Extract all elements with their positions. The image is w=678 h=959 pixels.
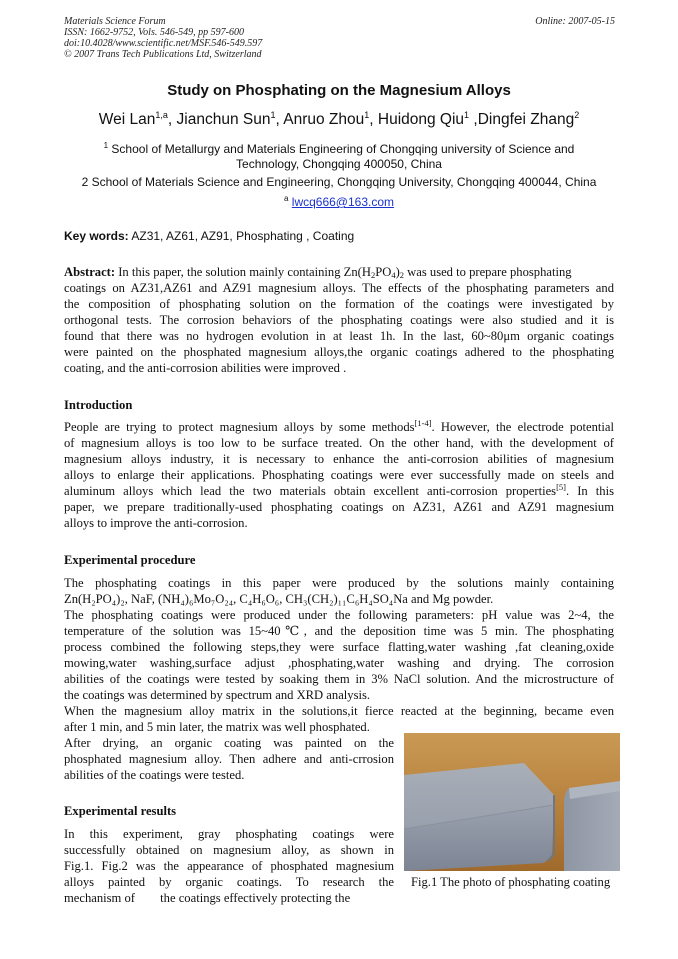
- exp-line: Zn(H₂PO₄)₂, NaF, (NH₄)₆Mo₇O₂₄, C₄H₆O₆, CH₃(CH₂)₁₁C₆H₄SO₄Na and Mg powder.: [64, 592, 494, 606]
- figure-1-caption: Fig.1 The photo of phosphating coating: [411, 875, 611, 889]
- section-heading-introduction: Introduction: [64, 398, 133, 412]
- paper-title: Study on Phosphating on the Magnesium Alloys: [167, 82, 511, 99]
- citation: [1-4]: [414, 418, 432, 428]
- abstract-line: coatings on AZ31,AZ61 and AZ91 magnesium alloys. The effects of the phosphating parameters and: [64, 281, 614, 295]
- exp-line: The phosphating coatings were produced under the following parameters: pH value was 2~4, the: [64, 608, 614, 622]
- affiliation-1: [64, 138, 614, 172]
- author-sup: 1: [464, 110, 470, 120]
- exp-line: process combined the following steps,they were surface flatting,water washing ,fat cleaning,oxide: [64, 640, 614, 654]
- exp-line: When the magnesium alloy matrix in the solutions,it fierce reacted at the beginning, became even: [64, 704, 614, 718]
- intro-line: alloys to enlarge their applications. Phosphating coatings were ever successfully made on steels and: [64, 468, 614, 482]
- email-sup: a: [283, 194, 289, 203]
- abstract-line: found that there was no hydrogen evolution in at least 1h. In the last, 60~80μm organic coatings: [64, 329, 614, 343]
- results-line: successfully obtained on magnesium alloy, as shown in: [64, 843, 394, 857]
- exp-line: after 1 min, and 5 min later, the matrix was well phosphated.: [64, 720, 370, 734]
- experimental-body: [64, 575, 614, 735]
- journal-name: Materials Science Forum: [64, 16, 166, 27]
- exp-line: After drying, an organic coating was painted on the: [64, 736, 394, 750]
- intro-line: People are trying to protect magnesium alloys by some methods[1-4]. However, the electrode potential: [64, 418, 615, 434]
- copyright-line: © 2007 Trans Tech Publications Ltd, Switzerland: [64, 49, 262, 60]
- experimental-body-narrow: [64, 735, 394, 783]
- author-sup: 1: [270, 110, 276, 120]
- abstract-line: were painted on the phosphated magnesium alloys,the organic coatings adhered to the phosphating: [64, 345, 614, 359]
- running-header: [64, 16, 262, 60]
- abstract-line: the composition of phosphating solution on the formation of the coatings were investigated by: [64, 297, 614, 311]
- phosphated-sample-photo: [404, 733, 620, 871]
- abstract-label: Abstract:: [64, 265, 116, 279]
- online-date: Online: 2007-05-15: [535, 16, 615, 27]
- intro-line: aluminum alloys which lead the two materials obtain excellent anti-corrosion properties[5]. In this: [64, 482, 614, 498]
- email-link[interactable]: lwcq666@163.com: [291, 195, 395, 209]
- section-heading-results: Experimental results: [64, 804, 177, 818]
- exp-line: phosphated magnesium alloy. Then adhere and anti-crrosion: [64, 752, 394, 766]
- citation: [5]: [556, 482, 566, 492]
- keywords: [64, 229, 354, 243]
- author-name: Dingfei Zhang: [477, 111, 575, 129]
- affiliation-1-line1: School of Metallurgy and Materials Engineering of Chongqing university of Science and: [111, 142, 575, 156]
- author-name: Huidong Qiu: [377, 111, 465, 129]
- author-sup: 1: [364, 110, 370, 120]
- author-sup: 1,a: [155, 110, 168, 120]
- abstract: [64, 264, 614, 376]
- exp-line: abilities of the coatings were tested by soaking them in 3% NaCl solution. And the microstructure of: [64, 672, 614, 686]
- intro-line: paper, we prepare traditionally-used phosphating coatings on AZ31, AZ61 and AZ91 magnesium: [64, 500, 614, 514]
- exp-line: the coatings was determined by spectrum and XRD analysis.: [64, 688, 371, 702]
- section-heading-experimental: Experimental procedure: [64, 553, 196, 567]
- introduction-body: [64, 419, 614, 531]
- doi-line: doi:10.4028/www.scientific.net/MSF.546-549.597: [64, 38, 263, 49]
- exp-line: abilities of the coatings were tested.: [64, 768, 245, 782]
- abstract-line: orthogonal tests. The corrosion behaviors of the phosphating coatings were also studied and it is: [64, 313, 614, 327]
- abstract-line: coating, and the anti-corrosion abilities were improved .: [64, 361, 347, 375]
- author-name: Anruo Zhou: [283, 111, 365, 129]
- author-sup: 2: [574, 110, 580, 120]
- intro-line: magnesium alloys industry, it is necessary to enhance the anti-corrosion abilities of magnesium: [64, 452, 614, 466]
- affiliation-1-line2: Technology, Chongqing 400050, China: [236, 157, 442, 171]
- keywords-label: Key words:: [64, 229, 129, 243]
- results-line: mechanism of the coatings effectively protecting the: [64, 891, 351, 905]
- abstract-line: Abstract: In this paper, the solution mainly containing $Zn(H_2PO_4)_2$ was used to prepare phosphating: [64, 265, 572, 280]
- affiliation-2: 2 School of Materials Science and Engineering, Chongqing University, Chongqing 400044, China: [81, 175, 597, 189]
- figure-1-photo: [404, 733, 620, 871]
- keywords-text: AZ31, AZ61, AZ91, Phosphating , Coating: [131, 229, 355, 243]
- email-line: [64, 191, 614, 210]
- affiliation-sup: 1: [103, 141, 109, 150]
- results-line: alloys painted by organic coatings. To research the: [64, 875, 394, 889]
- exp-line: temperature of the solution was 15~40℃, and the deposition time was 5 min. The phosphating: [64, 624, 614, 638]
- author-name: Jianchun Sun: [176, 111, 271, 129]
- exp-line: The phosphating coatings in this paper were produced by the solutions mainly containing: [64, 576, 614, 590]
- results-line: In this experiment, gray phosphating coatings were: [64, 827, 394, 841]
- author-list: Wei Lan$^{1,a}$, Jianchun Sun$^1$, Anruo Zhou$^1$, Huidong Qiu$^1$ ,Dingfei Zhang$^2$: [98, 110, 580, 129]
- exp-line: mowing,water washing,surface adjust ,phosphating,water washing and drying. The corrosion: [64, 656, 614, 670]
- intro-line: alloys to improve the anti-corrosion.: [64, 516, 248, 530]
- results-body: [64, 826, 394, 906]
- intro-line: of magnesium alloys is too low to be surface treated. On the other hand, with the development of: [64, 436, 614, 450]
- author-name: Wei Lan: [98, 111, 156, 129]
- issn-line: ISSN: 1662-9752, Vols. 546-549, pp 597-600: [64, 27, 244, 38]
- results-line: Fig.1. Fig.2 was the appearance of phosphated magnesium: [64, 859, 394, 873]
